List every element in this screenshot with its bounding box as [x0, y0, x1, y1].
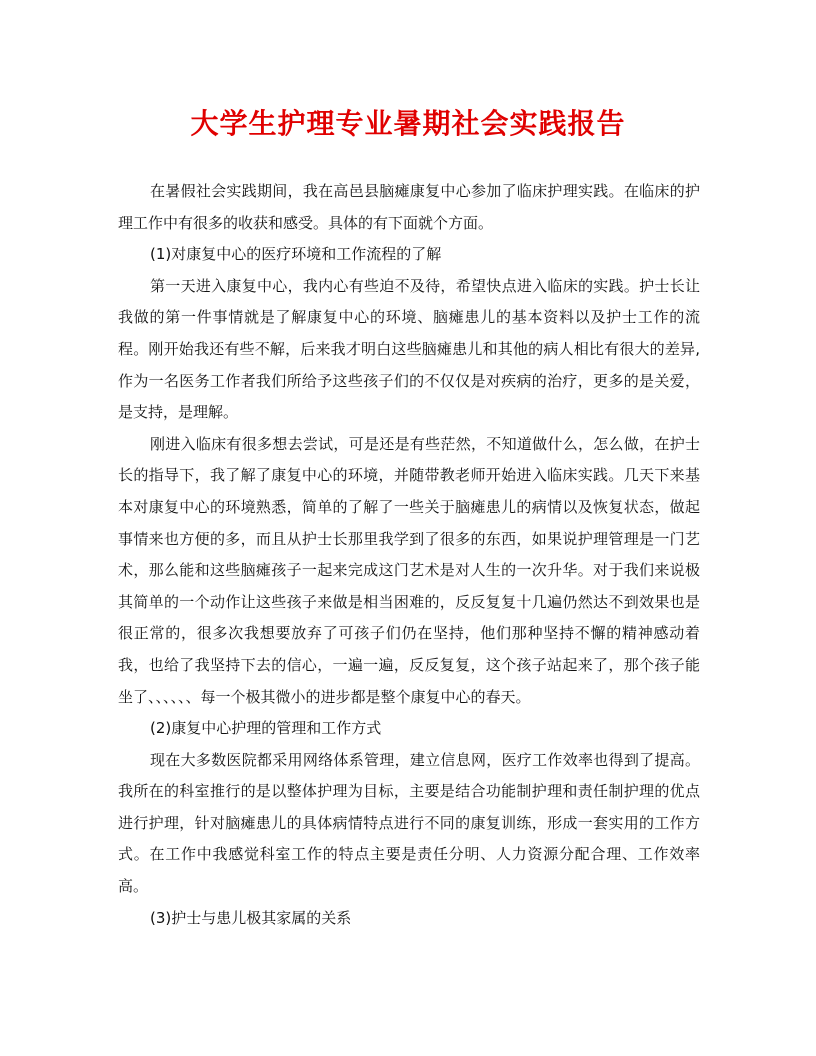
section-heading-2: (2)康复中心护理的管理和工作方式: [150, 719, 382, 738]
paragraph-first-day: 第一天进入康复中心，我内心有些迫不及待，希望快点进入临床的实践。护士长让我做的第一件事情就是了解康复中心的环境、脑瘫患儿的基本资料以及护士工作的流程。刚开始我还有些不解，后来我才明白这些脑瘫患儿和其他的病人相比有很大的差异,作为一名医务工作者我们所给予这些孩子们的不仅仅是对疾病的治疗，更多的是关爱，是支持，是理解。: [118, 276, 700, 422]
document-title: 大学生护理专业暑期社会实践报告: [190, 107, 626, 140]
section-heading-1: (1)对康复中心的医疗环境和工作流程的了解: [150, 245, 442, 264]
paragraph-clinical-practice: 刚进入临床有很多想去尝试，可是还是有些茫然，不知道做什么，怎么做，在护士长的指导下，我了解了康复中心的环境，并随带教老师开始进入临床实践。几天下来基本对康复中心的环境熟悉，简单的了解了一些关于脑瘫患儿的病情以及恢复状态，做起事情来也方便的多，而且从护士长那里我学到了很多的东西，如果说护理管理是一门艺术，那么能和这些脑瘫孩子一起来完成这门艺术是对人生的一次升华。对于我们来说极其简单的一个动作让这些孩子来做是相当困难的，反反复复十几遍仍然达不到效果也是很正常的，很多次我想要放弃了可孩子们仍在坚持，他们那种坚持不懈的精神感动着我，也给了我坚持下去的信心，一遍一遍，反反复复，这个孩子站起来了，那个孩子能坐了、、、、、、每一个极其微小的进步都是整个康复中心的春天。: [118, 434, 700, 706]
section-heading-3: (3)护士与患儿极其家属的关系: [150, 908, 352, 927]
paragraph-intro: 在暑假社会实践期间，我在高邑县脑瘫康复中心参加了临床护理实践。在临床的护理工作中有很多的收获和感受。具体的有下面就个方面。: [118, 182, 700, 232]
paragraph-management: 现在大多数医院都采用网络体系管理，建立信息网，医疗工作效率也得到了提高。我所在的科室推行的是以整体护理为目标，主要是结合功能制护理和责任制护理的优点进行护理，针对脑瘫患儿的具体病情特点进行不同的康复训练，形成一套实用的工作方式。在工作中我感觉科室工作的特点主要是责任分明、人力资源分配合理、工作效率高。: [118, 750, 700, 896]
document-body: [118, 176, 700, 934]
